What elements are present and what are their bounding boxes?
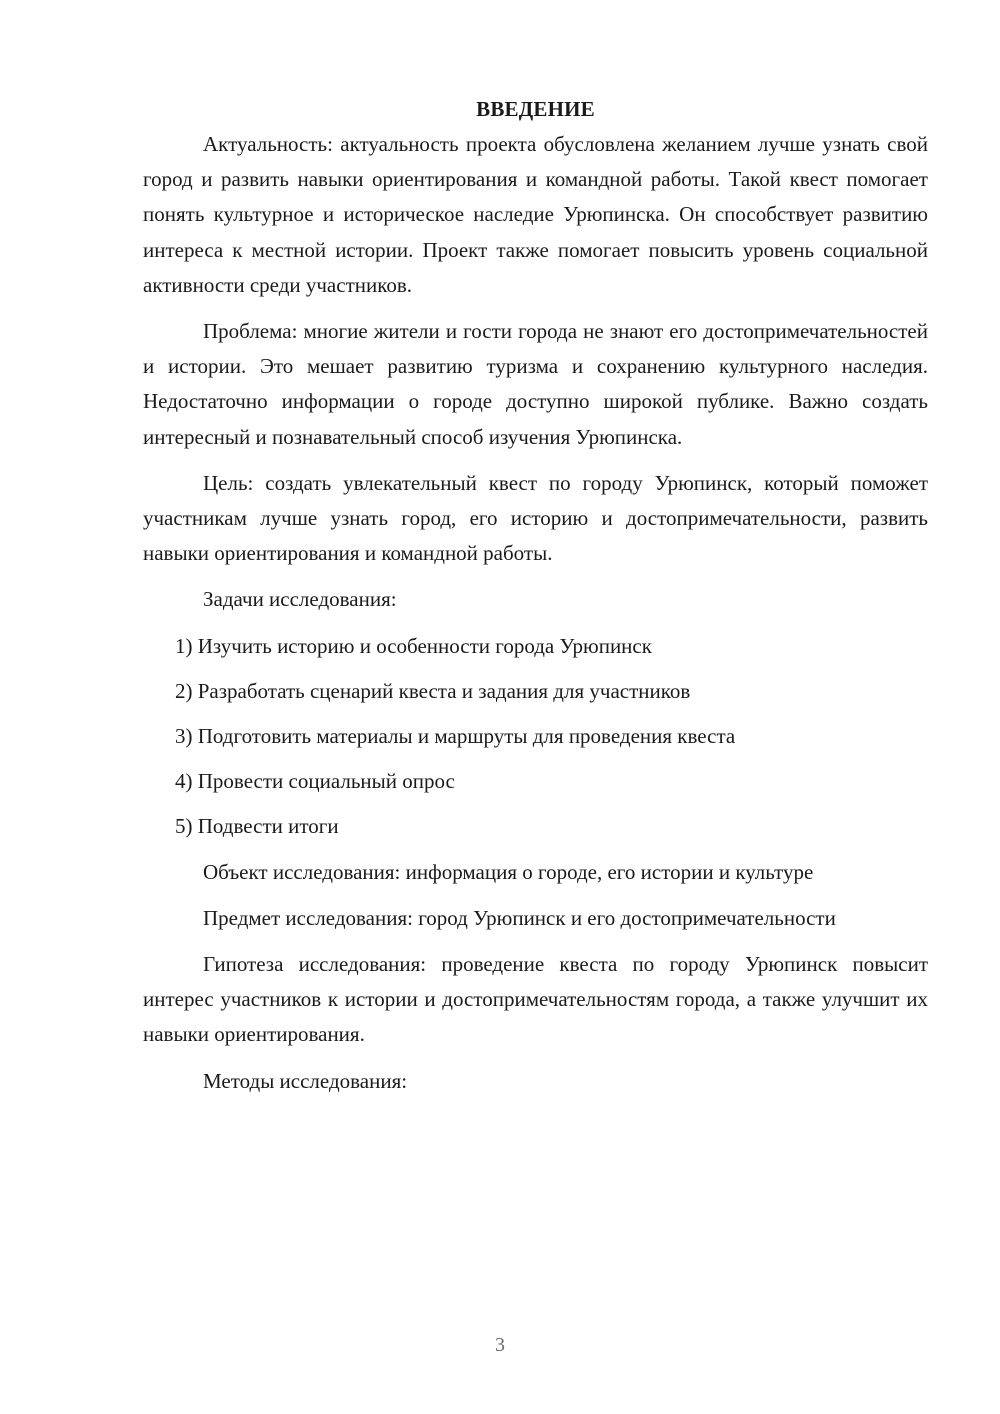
list-item: 3) Подготовить материалы и маршруты для проведения квеста <box>175 724 736 749</box>
tasks-heading: Задачи исследования: <box>203 587 397 612</box>
problem-paragraph: Проблема: многие жители и гости города не знают его достопримечательностей и истории. Это мешает развитию туризма и сохранению культурного наследия. Недостаточно информации о городе доступно широкой публике. Важно создать интересный и познавательный способ изучения Урюпинска. <box>143 319 928 449</box>
section-title: ВВЕДЕНИЕ <box>476 97 595 121</box>
list-item: 5) Подвести итоги <box>175 814 339 839</box>
page-number: 3 <box>495 1334 505 1356</box>
goal-paragraph: Цель: создать увлекательный квест по городу Урюпинск, который поможет участникам лучше узнать город, его историю и достопримечательности, развить навыки ориентирования и командной работы. <box>143 470 928 566</box>
list-item: 2) Разработать сценарий квеста и задания для участников <box>175 678 691 703</box>
methods-heading: Методы исследования: <box>203 1068 408 1093</box>
hypothesis-paragraph: Гипотеза исследования: проведение квеста по городу Урюпинск повысит интерес участников к истории и достопримечательностям города, а также улучшит их навыки ориентирования. <box>143 952 928 1047</box>
subject-paragraph: Предмет исследования: город Урюпинск и его достопримечательности <box>203 905 836 930</box>
tasks-list <box>143 629 928 845</box>
page-content <box>143 92 928 1110</box>
object-paragraph: Объект исследования: информация о городе, его истории и культуре <box>203 859 814 884</box>
list-item: 1) Изучить историю и особенности города Урюпинск <box>175 633 652 658</box>
list-item: 4) Провести социальный опрос <box>175 769 455 794</box>
relevance-paragraph: Актуальность: актуальность проекта обусловлена желанием лучше узнать свой город и развить навыки ориентирования и командной работы. Такой квест помогает понять культурное и историческое наследие Урюпинска. Он способствует развитию интереса к местной истории. Проект также помогает повысить уровень социальной активности среди участников. <box>143 132 928 297</box>
